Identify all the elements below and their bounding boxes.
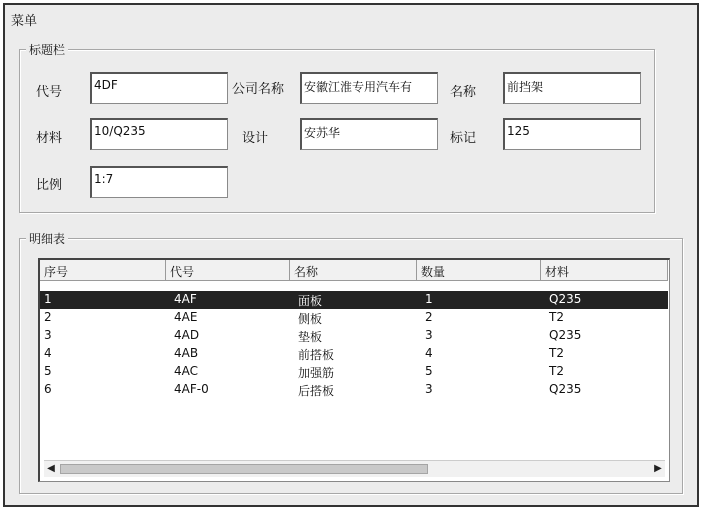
cell-index: 5 [44, 364, 52, 378]
scale-label: 比例 [36, 178, 63, 193]
cell-name: 前搭板 [298, 348, 335, 362]
cell-material: T2 [549, 346, 564, 360]
material-field[interactable]: 10/Q235 [90, 118, 228, 150]
cell-index: 3 [44, 328, 52, 342]
cell-material: T2 [549, 364, 564, 378]
cell-index: 4 [44, 346, 52, 360]
column-header-index[interactable]: 序号 [40, 260, 166, 281]
left-arrow-icon[interactable]: ◀ [47, 463, 55, 474]
window-title: 菜单 [11, 14, 38, 29]
design-field[interactable]: 安苏华 [300, 118, 438, 150]
cell-quantity: 1 [425, 292, 433, 306]
cell-quantity: 2 [425, 310, 433, 324]
table-row[interactable] [40, 381, 668, 399]
cell-name: 侧板 [298, 312, 323, 326]
company-label: 公司名称 [232, 82, 285, 97]
name-label: 名称 [450, 85, 477, 100]
cell-code: 4AF-0 [174, 382, 209, 396]
main-window [3, 3, 699, 507]
company-field[interactable]: 安徽江淮专用汽车有 [300, 72, 438, 104]
title-block-group [19, 43, 655, 213]
scale-field[interactable]: 1:7 [90, 166, 228, 198]
cell-code: 4AB [174, 346, 199, 360]
cell-index: 6 [44, 382, 52, 396]
table-row[interactable] [40, 291, 668, 309]
column-header-material[interactable]: 材料 [541, 260, 668, 281]
cell-material: Q235 [549, 382, 582, 396]
cell-material: Q235 [549, 292, 582, 306]
design-label: 设计 [242, 131, 269, 146]
code-label: 代号 [36, 85, 63, 100]
cell-code: 4AC [174, 364, 199, 378]
cell-material: Q235 [549, 328, 582, 342]
horizontal-scrollbar[interactable] [44, 460, 665, 477]
code-field[interactable]: 4DF [90, 72, 228, 104]
table-row[interactable] [40, 327, 668, 345]
scrollbar-thumb[interactable] [60, 464, 428, 474]
table-row[interactable] [40, 345, 668, 363]
cell-name: 垫板 [298, 330, 323, 344]
table-header [40, 260, 669, 281]
detail-table [38, 258, 670, 482]
cell-code: 4AF [174, 292, 197, 306]
cell-index: 2 [44, 310, 52, 324]
detail-table-group-title: 明细表 [26, 230, 68, 247]
cell-quantity: 4 [425, 346, 433, 360]
mark-label: 标记 [450, 131, 477, 146]
cell-name: 后搭板 [298, 384, 335, 398]
cell-name: 面板 [298, 294, 323, 308]
cell-quantity: 3 [425, 328, 433, 342]
mark-field[interactable]: 125 [503, 118, 641, 150]
column-header-code[interactable]: 代号 [166, 260, 290, 281]
column-header-quantity[interactable]: 数量 [417, 260, 541, 281]
right-arrow-icon[interactable]: ▶ [654, 463, 662, 474]
table-row[interactable] [40, 363, 668, 381]
cell-quantity: 5 [425, 364, 433, 378]
cell-material: T2 [549, 310, 564, 324]
cell-code: 4AE [174, 310, 198, 324]
table-row[interactable] [40, 309, 668, 327]
material-label: 材料 [36, 131, 63, 146]
cell-quantity: 3 [425, 382, 433, 396]
column-header-name[interactable]: 名称 [290, 260, 417, 281]
title-block-group-title: 标题栏 [26, 41, 68, 58]
cell-name: 加强筋 [298, 366, 335, 380]
name-field[interactable]: 前挡架 [503, 72, 641, 104]
cell-index: 1 [44, 292, 52, 306]
cell-code: 4AD [174, 328, 200, 342]
